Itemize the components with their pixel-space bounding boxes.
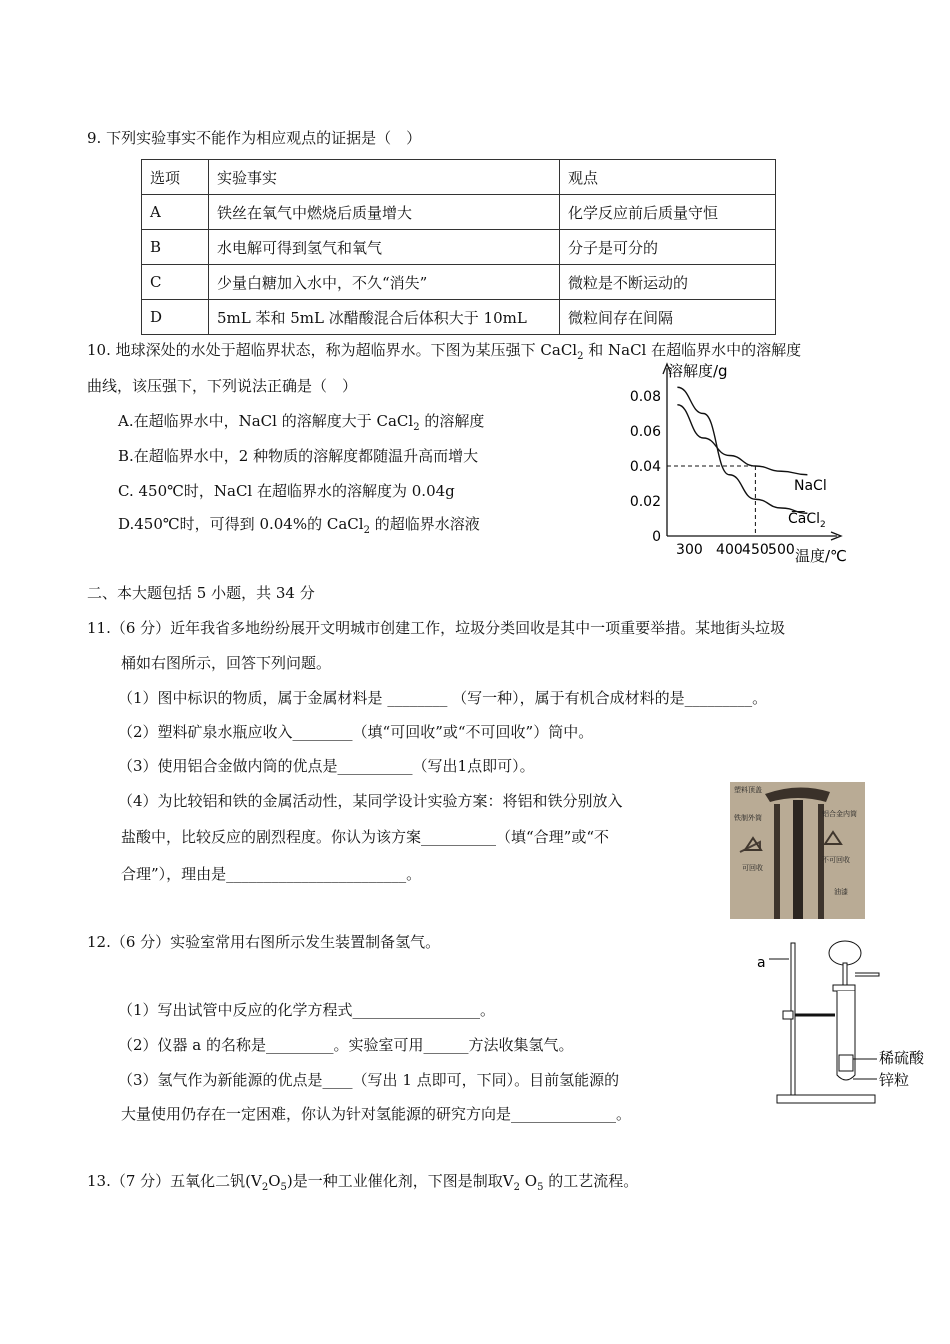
table-cell: C [142, 265, 209, 300]
series-line-nacl [677, 405, 807, 475]
q12-part-1: （1）写出试管中反应的化学方程式_________________。 [118, 1001, 496, 1019]
legend-cacl2: CaCl$_2$ [788, 511, 826, 530]
table-header: 选项 [142, 160, 209, 195]
q12-stem: 12.（6 分）实验室常用右图所示发生装置制备氢气。 [87, 933, 441, 951]
y-tick-label: 0.02 [629, 494, 661, 510]
solubility-chart [610, 358, 860, 568]
table-row [142, 300, 776, 335]
q11-part-4-cont: 盐酸中，比较反应的剧烈程度。你认为该方案__________（填“合理”或“不 [121, 828, 610, 846]
q11-part-3: （3）使用铝合金做内筒的优点是__________（写出1点即可）。 [118, 757, 535, 775]
table-cell: D [142, 300, 209, 335]
table-cell: 铁丝在氧气中燃烧后质量增大 [209, 195, 560, 230]
section-heading: 二、本大题包括 5 小题，共 34 分 [87, 584, 315, 602]
q10-option-a: A.在超临界水中，NaCl 的溶解度大于 CaCl$_2$ 的溶解度 [118, 412, 485, 433]
y-tick-label: 0.08 [629, 389, 661, 405]
chart-ylabel: 溶解度/g [668, 362, 728, 380]
label-a: a [757, 955, 766, 971]
photo-label: 塑料顶盖 [734, 786, 762, 794]
table-header: 实验事实 [209, 160, 560, 195]
table-cell: 化学反应前后质量守恒 [560, 195, 776, 230]
q10-option-c: C. 450℃时，NaCl 在超临界水的溶解度为 0.04g [118, 482, 455, 500]
label-zinc-granules: 锌粒 [879, 1071, 910, 1089]
table-cell: 微粒间存在间隔 [560, 300, 776, 335]
photo-label: 铝合金内筒 [822, 810, 857, 818]
photo-label: 油漆 [834, 888, 848, 896]
q12-part-2: （2）仪器 a 的名称是_________。实验室可用______方法收集氢气。 [118, 1036, 574, 1054]
q10-stem-2: 曲线，该压强下，下列说法正确是（ ） [87, 377, 358, 395]
photo-label: 可回收 [742, 864, 763, 872]
x-tick-label: 400 [716, 542, 743, 558]
table-row [142, 265, 776, 300]
photo-label: 铁制外筒 [734, 814, 762, 822]
x-tick-label: 450 [742, 542, 769, 558]
q11-part-1: （1）图中标识的物质，属于金属材料是 ________ （写一种），属于有机合成材料的是_________。 [118, 689, 768, 707]
q10-option-b: B.在超临界水中，2 种物质的溶解度都随温升高而增大 [118, 447, 479, 465]
q11-part-4-cont-2: 合理”），理由是________________________。 [121, 865, 422, 883]
table-cell: A [142, 195, 209, 230]
table-cell: 少量白糖加入水中，不久“消失” [209, 265, 560, 300]
q11-stem: 11.（6 分）近年我省多地纷纷展开文明城市创建工作，垃圾分类回收是其中一项重要举措。某地街头垃圾 [87, 619, 786, 637]
table-cell: B [142, 230, 209, 265]
q9-table [141, 159, 776, 335]
q13-stem: 13.（7 分）五氧化二钒$(V_2O_5)$是一种工业催化剂，下图是制取$V_2$ $O_5$ 的工艺流程。 [87, 1172, 639, 1193]
table-row [142, 195, 776, 230]
x-tick-label: 500 [768, 542, 795, 558]
q10-stem: 10. 地球深处的水处于超临界状态，称为超临界水。下图为某压强下 CaCl$_2$ 和 NaCl 在超临界水中的溶解度 [87, 341, 802, 362]
hydrogen-apparatus [755, 935, 930, 1110]
legend-nacl: NaCl [794, 478, 827, 494]
table-cell: 分子是可分的 [560, 230, 776, 265]
photo-label: 不可回收 [822, 856, 850, 864]
trash-bin-photo [730, 782, 865, 919]
q12-part-3: （3）氢气作为新能源的优点是____（写出 1 点即可，下同）。目前氢能源的 [118, 1071, 620, 1089]
series-line-cacl2 [677, 387, 807, 513]
y-tick-label: 0.04 [629, 459, 661, 475]
q10-option-d: D.450℃时，可得到 0.04%的 CaCl$_2$ 的超临界水溶液 [118, 515, 480, 536]
q11-part-2: （2）塑料矿泉水瓶应收入________（填“可回收”或“不可回收”）筒中。 [118, 723, 594, 741]
table-cell: 水电解可得到氢气和氧气 [209, 230, 560, 265]
q11-part-4: （4）为比较铝和铁的金属活动性，某同学设计实验方案：将铝和铁分别放入 [118, 792, 623, 810]
chart-xlabel: 温度/℃ [795, 547, 847, 565]
q11-stem-2: 桶如右图所示，回答下列问题。 [121, 654, 332, 672]
y-tick-label: 0 [652, 529, 661, 545]
x-tick-label: 300 [676, 542, 703, 558]
label-dilute-sulfuric-acid: 稀硫酸 [879, 1049, 925, 1067]
y-tick-label: 0.06 [629, 424, 661, 440]
table-header: 观点 [560, 160, 776, 195]
table-cell: 5mL 苯和 5mL 冰醋酸混合后体积大于 10mL [209, 300, 560, 335]
table-cell: 微粒是不断运动的 [560, 265, 776, 300]
q12-part-3-cont: 大量使用仍存在一定困难，你认为针对氢能源的研究方向是______________。 [121, 1105, 632, 1123]
q9-title: 9. 下列实验事实不能作为相应观点的证据是（ ） [87, 129, 422, 147]
table-row [142, 160, 776, 195]
table-row [142, 230, 776, 265]
